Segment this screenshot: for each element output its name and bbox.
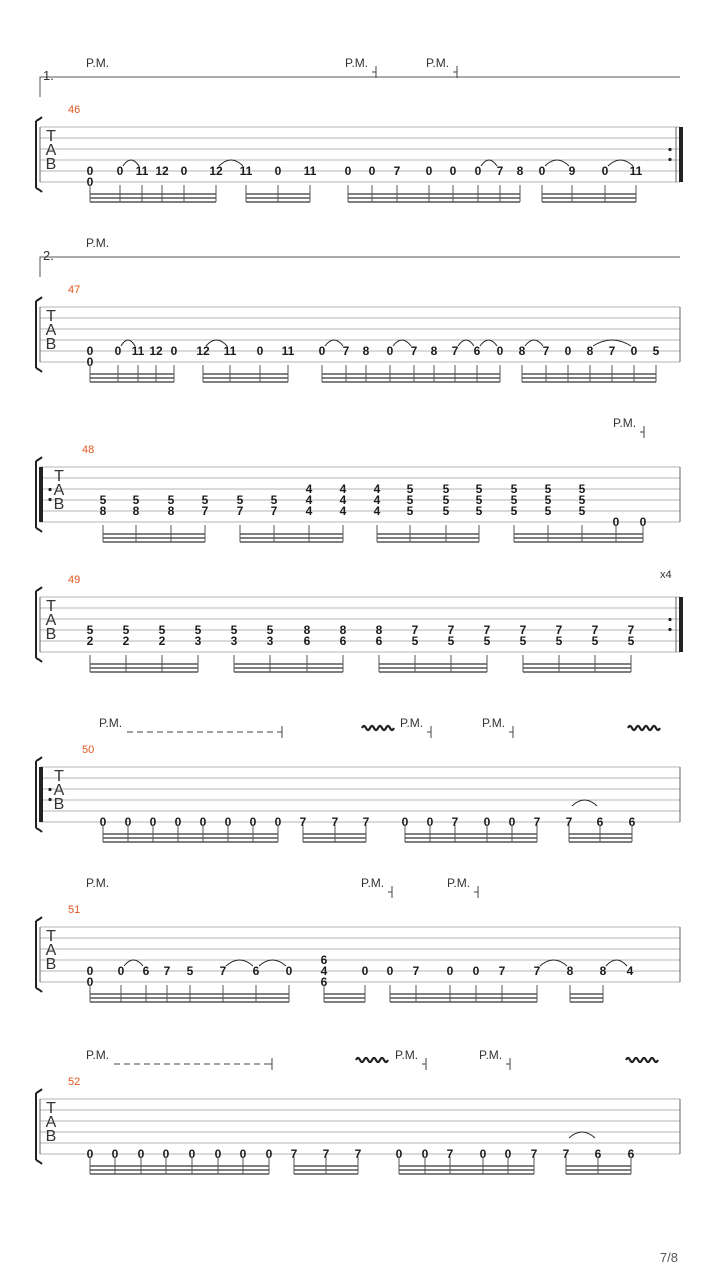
fret-number: 5: [132, 493, 140, 507]
tab-clef-letter: B: [53, 496, 65, 513]
vibrato-mark: [356, 1058, 388, 1062]
fret-number: 0: [479, 1147, 487, 1161]
fret-number: 11: [239, 164, 253, 178]
fret-number: 5: [158, 623, 166, 637]
fret-number: 7: [322, 1147, 330, 1161]
palm-mute-label: P.M.: [395, 1048, 419, 1062]
fret-number: 6: [339, 634, 347, 648]
fret-number: 5: [544, 482, 552, 496]
fret-number: 8: [566, 964, 574, 978]
fret-number: 7: [451, 344, 459, 358]
fret-number: 5: [510, 493, 518, 507]
fret-number: 5: [122, 623, 130, 637]
fret-number: 7: [608, 344, 616, 358]
tab-clef-letter: B: [45, 1128, 57, 1145]
fret-number: 7: [201, 504, 209, 518]
fret-number: 0: [274, 815, 282, 829]
tab-system: [36, 56, 683, 202]
fret-number: 8: [303, 623, 311, 637]
fret-number: 0: [149, 815, 157, 829]
tie-arc: [393, 340, 411, 346]
measure-number: 52: [68, 1076, 81, 1088]
system-bracket: [36, 587, 42, 662]
fret-number: 6: [142, 964, 150, 978]
fret-number: 7: [354, 1147, 362, 1161]
fret-number: 8: [586, 344, 594, 358]
repeat-end-bar: [679, 127, 683, 182]
fret-number: 6: [252, 964, 260, 978]
fret-number: 0: [504, 1147, 512, 1161]
tab-clef-letter: B: [53, 796, 65, 813]
fret-number: 4: [305, 493, 313, 507]
fret-number: 5: [475, 504, 483, 518]
fret-number: 0: [474, 164, 482, 178]
tab-clef-letter: T: [46, 598, 56, 615]
fret-number: 6: [320, 953, 328, 967]
fret-number: 12: [155, 164, 169, 178]
fret-number: 11: [131, 344, 145, 358]
fret-number: 0: [425, 164, 433, 178]
fret-number: 0: [86, 164, 94, 178]
vibrato-mark: [362, 726, 394, 730]
fret-number: 5: [475, 493, 483, 507]
fret-number: 7: [412, 964, 420, 978]
volta-label: 2.: [43, 248, 54, 263]
fret-number: 5: [442, 493, 450, 507]
tie-arc: [226, 960, 253, 966]
fret-number: 7: [591, 623, 599, 637]
repeat-dot: [48, 498, 51, 501]
system-bracket: [36, 917, 42, 992]
fret-number: 0: [86, 344, 94, 358]
repeat-dot: [48, 798, 51, 801]
fret-number: 0: [496, 344, 504, 358]
fret-number: 7: [519, 623, 527, 637]
tab-clef-letter: A: [45, 1114, 57, 1131]
fret-number: 7: [496, 164, 504, 178]
fret-number: 0: [538, 164, 546, 178]
fret-number: 0: [86, 964, 94, 978]
tab-clef-letter: A: [53, 782, 65, 799]
tab-clef-letter: A: [45, 142, 57, 159]
palm-mute-label: P.M.: [361, 876, 385, 890]
fret-number: 7: [362, 815, 370, 829]
fret-number: 7: [270, 504, 278, 518]
fret-number: 4: [339, 493, 347, 507]
repeat-dot: [668, 148, 671, 151]
fret-number: 4: [373, 482, 381, 496]
fret-number: 0: [188, 1147, 196, 1161]
system-bracket: [36, 117, 42, 192]
fret-number: 5: [236, 493, 244, 507]
fret-number: 5: [201, 493, 209, 507]
fret-number: 0: [99, 815, 107, 829]
repeat-dot: [668, 628, 671, 631]
tab-clef-letter: T: [46, 308, 56, 325]
fret-number: 9: [568, 164, 576, 178]
volta-label: 1.: [43, 68, 54, 83]
tab-clef-letter: B: [45, 626, 57, 643]
fret-number: 0: [508, 815, 516, 829]
fret-number: 7: [393, 164, 401, 178]
fret-number: 8: [599, 964, 607, 978]
fret-number: 2: [86, 634, 94, 648]
tab-system: [36, 569, 683, 672]
fret-number: 0: [124, 815, 132, 829]
system-bracket: [36, 297, 42, 372]
tie-arc: [606, 960, 627, 966]
tab-clef-letter: T: [46, 128, 56, 145]
fret-number: 0: [639, 515, 647, 529]
volta-bracket: [40, 77, 680, 97]
fret-number: 7: [533, 964, 541, 978]
repeat-dot: [668, 158, 671, 161]
tab-system: [36, 716, 680, 842]
fret-number: 4: [373, 504, 381, 518]
tie-arc: [124, 960, 143, 966]
measure-number: 47: [68, 284, 81, 296]
vibrato-mark: [628, 726, 660, 730]
fret-number: 5: [406, 504, 414, 518]
fret-number: 3: [230, 634, 238, 648]
fret-number: 0: [472, 964, 480, 978]
measure-number: 51: [68, 904, 81, 916]
fret-number: 0: [601, 164, 609, 178]
fret-number: 5: [411, 634, 419, 648]
repeat-count: x4: [660, 569, 672, 581]
fret-number: 5: [578, 482, 586, 496]
repeat-start-bar: [39, 467, 43, 522]
fret-number: 0: [368, 164, 376, 178]
fret-number: 7: [483, 623, 491, 637]
fret-number: 0: [116, 164, 124, 178]
tab-clef-letter: T: [54, 768, 64, 785]
fret-number: 0: [483, 815, 491, 829]
fret-number: 7: [533, 815, 541, 829]
fret-number: 7: [331, 815, 339, 829]
fret-number: 7: [342, 344, 350, 358]
fret-number: 0: [421, 1147, 429, 1161]
fret-number: 7: [446, 1147, 454, 1161]
fret-number: 5: [627, 634, 635, 648]
fret-number: 12: [149, 344, 163, 358]
fret-number: 5: [578, 504, 586, 518]
fret-number: 8: [518, 344, 526, 358]
fret-number: 6: [596, 815, 604, 829]
fret-number: 6: [628, 815, 636, 829]
fret-number: 0: [137, 1147, 145, 1161]
fret-number: 4: [339, 482, 347, 496]
repeat-end-bar: [679, 597, 683, 652]
fret-number: 0: [285, 964, 293, 978]
fret-number: 8: [362, 344, 370, 358]
tab-system: [36, 416, 680, 542]
fret-number: 11: [281, 344, 295, 358]
tie-arc: [572, 800, 597, 806]
palm-mute-label: P.M.: [482, 716, 506, 730]
fret-number: 4: [339, 504, 347, 518]
fret-number: 12: [209, 164, 223, 178]
fret-number: 0: [630, 344, 638, 358]
tab-system: [36, 876, 680, 1002]
fret-number: 7: [565, 815, 573, 829]
fret-number: 0: [114, 344, 122, 358]
fret-number: 2: [158, 634, 166, 648]
repeat-dot: [48, 788, 51, 791]
fret-number: 5: [544, 504, 552, 518]
fret-number: 7: [542, 344, 550, 358]
fret-number: 7: [163, 964, 171, 978]
fret-number: 0: [117, 964, 125, 978]
fret-number: 7: [236, 504, 244, 518]
fret-number: 7: [562, 1147, 570, 1161]
fret-number: 5: [652, 344, 660, 358]
page-number: 7/8: [659, 1250, 678, 1265]
fret-number: 5: [447, 634, 455, 648]
fret-number: 0: [170, 344, 178, 358]
fret-number: 4: [626, 964, 634, 978]
fret-number: 5: [510, 504, 518, 518]
palm-mute-label: P.M.: [613, 416, 637, 430]
fret-number: 7: [498, 964, 506, 978]
fret-number: 4: [320, 964, 328, 978]
fret-number: 6: [627, 1147, 635, 1161]
fret-number: 3: [266, 634, 274, 648]
repeat-dot: [668, 618, 671, 621]
fret-number: 7: [451, 815, 459, 829]
fret-number: 5: [99, 493, 107, 507]
fret-number: 5: [442, 504, 450, 518]
fret-number: 6: [320, 975, 328, 989]
fret-number: 5: [544, 493, 552, 507]
tab-clef-letter: T: [54, 468, 64, 485]
tie-arc: [540, 960, 567, 966]
fret-number: 7: [410, 344, 418, 358]
tab-clef-letter: A: [45, 942, 57, 959]
fret-number: 0: [180, 164, 188, 178]
tab-clef-letter: T: [46, 928, 56, 945]
fret-number: 0: [386, 344, 394, 358]
repeat-dot: [48, 488, 51, 491]
system-bracket: [36, 1089, 42, 1164]
fret-number: 0: [426, 815, 434, 829]
tab-clef-letter: A: [45, 322, 57, 339]
fret-number: 8: [99, 504, 107, 518]
measure-number: 50: [82, 744, 95, 756]
tie-arc: [325, 340, 343, 346]
fret-number: 7: [530, 1147, 538, 1161]
fret-number: 5: [578, 493, 586, 507]
measure-number: 48: [82, 444, 95, 456]
fret-number: 11: [629, 164, 643, 178]
fret-number: 5: [230, 623, 238, 637]
fret-number: 4: [305, 482, 313, 496]
tie-arc: [525, 340, 543, 346]
fret-number: 5: [406, 482, 414, 496]
tab-system: [36, 236, 680, 382]
tie-arc: [458, 340, 474, 346]
palm-mute-label: P.M.: [86, 1048, 110, 1062]
palm-mute-label: P.M.: [86, 56, 110, 70]
fret-number: 5: [266, 623, 274, 637]
tab-clef-letter: A: [53, 482, 65, 499]
fret-number: 0: [86, 355, 94, 369]
fret-number: 0: [224, 815, 232, 829]
fret-number: 0: [446, 964, 454, 978]
fret-number: 5: [270, 493, 278, 507]
tie-arc: [259, 960, 286, 966]
fret-number: 5: [167, 493, 175, 507]
fret-number: 5: [483, 634, 491, 648]
fret-number: 6: [473, 344, 481, 358]
palm-mute-label: P.M.: [345, 56, 369, 70]
fret-number: 5: [510, 482, 518, 496]
tie-arc: [545, 160, 569, 166]
fret-number: 5: [475, 482, 483, 496]
fret-number: 6: [303, 634, 311, 648]
repeat-start-bar: [39, 767, 43, 822]
fret-number: 0: [564, 344, 572, 358]
fret-number: 5: [194, 623, 202, 637]
fret-number: 0: [401, 815, 409, 829]
fret-number: 2: [122, 634, 130, 648]
fret-number: 0: [111, 1147, 119, 1161]
tab-clef-letter: B: [45, 156, 57, 173]
fret-number: 0: [249, 815, 257, 829]
fret-number: 0: [199, 815, 207, 829]
fret-number: 0: [239, 1147, 247, 1161]
palm-mute-label: P.M.: [479, 1048, 503, 1062]
palm-mute-label: P.M.: [86, 236, 110, 250]
fret-number: 8: [167, 504, 175, 518]
volta-bracket: [40, 257, 680, 277]
palm-mute-label: P.M.: [400, 716, 424, 730]
palm-mute-label: P.M.: [99, 716, 123, 730]
fret-number: 11: [223, 344, 237, 358]
fret-number: 5: [519, 634, 527, 648]
fret-number: 7: [447, 623, 455, 637]
vibrato-mark: [626, 1058, 658, 1062]
tie-arc: [480, 340, 497, 346]
fret-number: 8: [430, 344, 438, 358]
tie-arc: [569, 1132, 595, 1138]
fret-number: 5: [555, 634, 563, 648]
fret-number: 7: [627, 623, 635, 637]
fret-number: 7: [555, 623, 563, 637]
tab-clef-letter: B: [45, 336, 57, 353]
fret-number: 0: [274, 164, 282, 178]
fret-number: 5: [86, 623, 94, 637]
tie-arc: [481, 160, 497, 166]
fret-number: 0: [265, 1147, 273, 1161]
fret-number: 11: [303, 164, 317, 178]
fret-number: 0: [214, 1147, 222, 1161]
measure-number: 49: [68, 574, 81, 586]
fret-number: 12: [196, 344, 210, 358]
fret-number: 6: [375, 634, 383, 648]
fret-number: 3: [194, 634, 202, 648]
tab-clef-letter: T: [46, 1100, 56, 1117]
fret-number: 7: [219, 964, 227, 978]
palm-mute-label: P.M.: [86, 876, 110, 890]
fret-number: 8: [132, 504, 140, 518]
fret-number: 5: [442, 482, 450, 496]
fret-number: 0: [162, 1147, 170, 1161]
tab-clef-letter: B: [45, 956, 57, 973]
fret-number: 4: [373, 493, 381, 507]
fret-number: 0: [174, 815, 182, 829]
fret-number: 0: [449, 164, 457, 178]
fret-number: 0: [86, 175, 94, 189]
fret-number: 0: [256, 344, 264, 358]
palm-mute-label: P.M.: [447, 876, 471, 890]
fret-number: 0: [395, 1147, 403, 1161]
fret-number: 8: [516, 164, 524, 178]
measure-number: 46: [68, 104, 81, 116]
palm-mute-label: P.M.: [426, 56, 450, 70]
fret-number: 0: [361, 964, 369, 978]
fret-number: 0: [386, 964, 394, 978]
fret-number: 7: [411, 623, 419, 637]
fret-number: 8: [339, 623, 347, 637]
fret-number: 4: [305, 504, 313, 518]
fret-number: 0: [612, 515, 620, 529]
tab-system: [36, 1048, 680, 1174]
fret-number: 7: [290, 1147, 298, 1161]
fret-number: 11: [135, 164, 149, 178]
fret-number: 6: [594, 1147, 602, 1161]
fret-number: 0: [86, 975, 94, 989]
tab-clef-letter: A: [45, 612, 57, 629]
fret-number: 5: [591, 634, 599, 648]
fret-number: 7: [299, 815, 307, 829]
fret-number: 0: [344, 164, 352, 178]
fret-number: 0: [318, 344, 326, 358]
fret-number: 8: [375, 623, 383, 637]
fret-number: 0: [86, 1147, 94, 1161]
fret-number: 5: [406, 493, 414, 507]
fret-number: 5: [186, 964, 194, 978]
